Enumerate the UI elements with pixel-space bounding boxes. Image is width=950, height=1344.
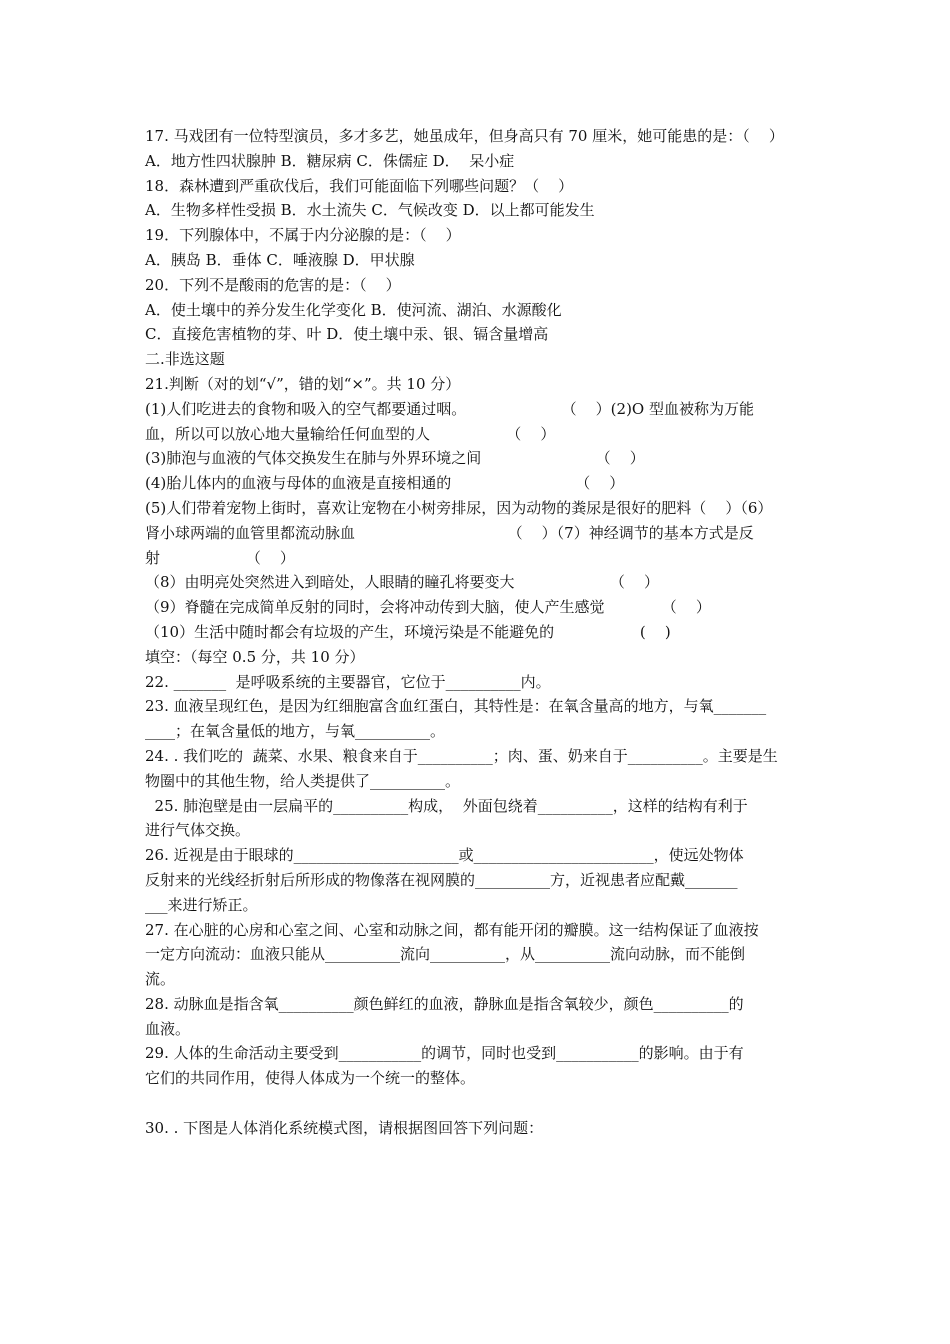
q18-stem: 18．森林遭到严重砍伐后，我们可能面临下列哪些问题？（ ） bbox=[145, 176, 574, 195]
q29-line2: 它们的共同作用，使得人体成为一个统一的整体。 bbox=[145, 1069, 476, 1088]
q21-item-6: 肾小球两端的血管里都流动脉血 （ ）（7）神经调节的基本方式是反 bbox=[145, 523, 754, 542]
q21-item-8: （8）由明亮处突然进入到暗处，人眼睛的瞳孔将要变大 （ ） bbox=[145, 573, 659, 592]
q24-line2: 物圈中的其他生物，给人类提供了__________。 bbox=[145, 771, 461, 790]
q20-options-cd: C．直接危害植物的芽、叶 D．使土壤中汞、银、镉含量增高 bbox=[145, 325, 549, 344]
q19-stem: 19．下列腺体中，不属于内分泌腺的是：（ ） bbox=[145, 226, 461, 245]
q21-item-2: 血，所以可以放心地大量输给任何血型的人 （ ） bbox=[145, 424, 556, 443]
q20-options-ab: A．使土壤中的养分发生化学变化 B．使河流、湖泊、水源酸化 bbox=[145, 300, 562, 319]
q30-stem: 30. . 下图是人体消化系统模式图，请根据图回答下列问题： bbox=[145, 1118, 544, 1137]
blank-line bbox=[145, 1091, 810, 1116]
q24-line1: 24. . 我们吃的 蔬菜、水果、粮食来自于__________；肉、蛋、奶来自于__________。主要是生 bbox=[145, 746, 778, 765]
q26-line2: 反射来的光线经折射后所形成的物像落在视网膜的__________方，近视患者应配戴_______ bbox=[145, 870, 738, 889]
q25-line2: 进行气体交换。 bbox=[145, 821, 251, 840]
q23-line1: 23. 血液呈现红色，是因为红细胞富含血红蛋白，其特性是：在氧含量高的地方，与氧_______ bbox=[145, 697, 767, 716]
q21-item-9: （9）脊髓在完成简单反射的同时，会将冲动传到大脑，使人产生感觉 （ ） bbox=[145, 598, 711, 617]
q21-instructions: 21.判断（对的划“√”，错的划“×”。共 10 分） bbox=[145, 374, 461, 393]
q28-line1: 28. 动脉血是指含氧__________颜色鲜红的血液，静脉血是指含氧较少，颜色__________的 bbox=[145, 994, 744, 1013]
q18-options: A．生物多样性受损 B．水土流失 C．气候改变 D．以上都可能发生 bbox=[145, 201, 595, 220]
q22: 22. _______ 是呼吸系统的主要器官，它位于__________内。 bbox=[145, 672, 551, 691]
q23-line2: ____；在氧含量低的地方，与氧__________。 bbox=[145, 722, 446, 741]
q20-stem: 20．下列不是酸雨的危害的是：（ ） bbox=[145, 275, 401, 294]
q21-item-4: (4)胎儿体内的血液与母体的血液是直接相通的 （ ） bbox=[145, 474, 625, 493]
q29-line1: 29. 人体的生命活动主要受到___________的调节，同时也受到___________的影响。由于有 bbox=[145, 1044, 744, 1063]
document-page bbox=[145, 124, 810, 1141]
q17-stem: 17. 马戏团有一位特型演员，多才多艺，她虽成年，但身高只有 70 厘米，她可能患的是：（ ） bbox=[145, 127, 784, 145]
q21-item-1: (1)人们吃进去的食物和吸入的空气都要通过咽。 （ ）(2)O 型血被称为万能 bbox=[145, 399, 754, 418]
fill-in-heading: 填空：（每空 0.5 分，共 10 分） bbox=[145, 647, 365, 666]
q21-item-5: (5)人们带着宠物上街时，喜欢让宠物在小树旁排尿，因为动物的粪尿是很好的肥料（ ）（6） bbox=[145, 498, 773, 517]
q21-item-3: (3)肺泡与血液的气体交换发生在肺与外界环境之间 （ ） bbox=[145, 449, 645, 468]
q27-line2: 一定方向流动：血液只能从__________流向__________，从__________流向动脉，而不能倒 bbox=[145, 945, 746, 964]
q27-line1: 27. 在心脏的心房和心室之间、心室和动脉之间，都有能开闭的瓣膜。这一结构保证了血液按 bbox=[145, 920, 759, 939]
q26-line1: 26. 近视是由于眼球的______________________或________________________，使远处物体 bbox=[145, 846, 744, 865]
q28-line2: 血液。 bbox=[145, 1019, 191, 1038]
q27-line3: 流。 bbox=[145, 970, 176, 989]
q21-item-7: 射 （ ） bbox=[145, 548, 295, 567]
q21-item-10: （10）生活中随时都会有垃圾的产生，环境污染是不能避免的 ( ) bbox=[145, 622, 671, 641]
q25-line1: 25. 肺泡壁是由一层扁平的__________构成， 外面包绕着__________，这样的结构有利于 bbox=[145, 796, 748, 815]
q26-line3: ___来进行矫正。 bbox=[145, 895, 258, 914]
q19-options: A．胰岛 B．垂体 C．唾液腺 D．甲状腺 bbox=[145, 250, 415, 269]
section-heading: 二.非选这题 bbox=[145, 350, 225, 369]
q17-options: A．地方性四状腺肿 B．糖尿病 C．侏儒症 D． 呆小症 bbox=[145, 151, 515, 170]
